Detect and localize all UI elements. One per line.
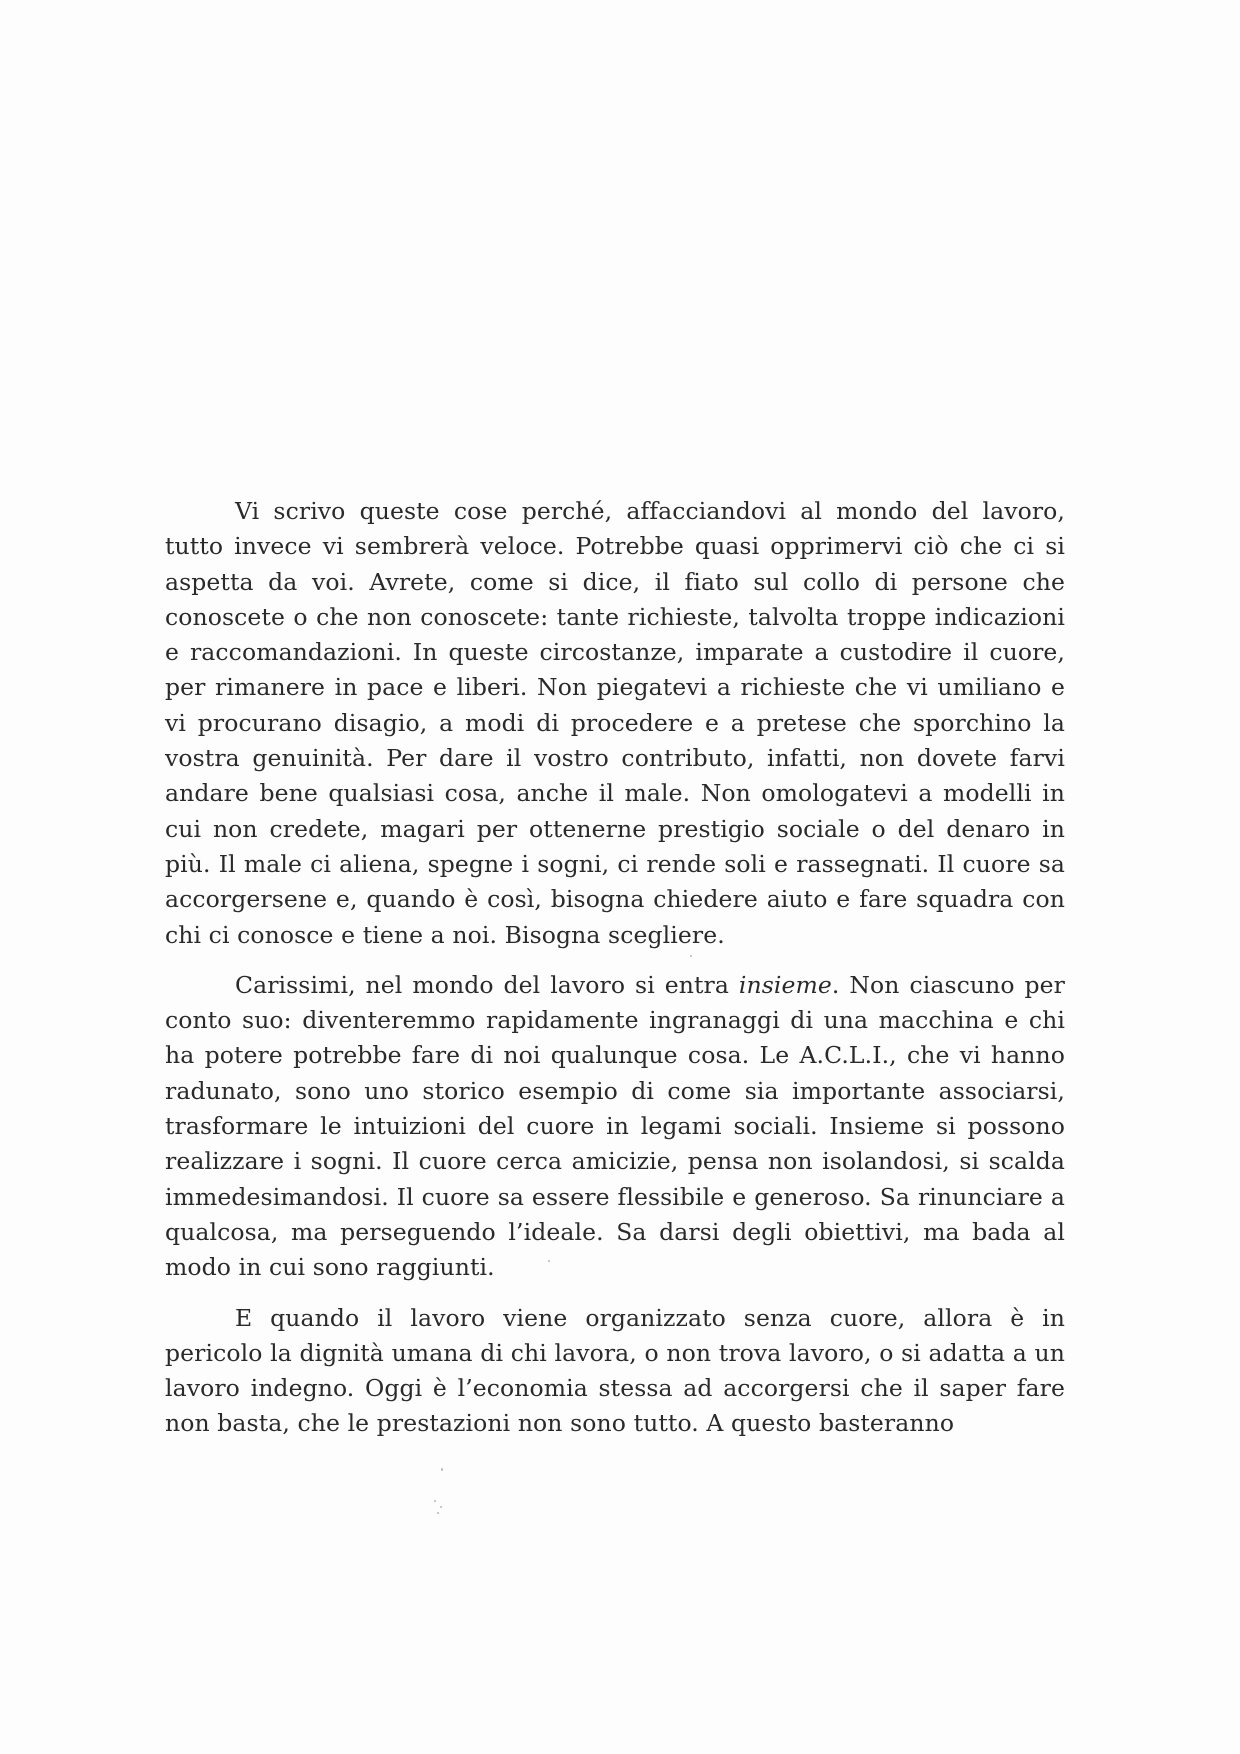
scan-speck [441, 1468, 443, 1471]
paragraph-2-end: . Non ciascuno per conto suo: diventeremmo rapidamente ingranaggi di una macchina e chi ha potere potrebbe fare di noi qualunque cosa. Le A.C.L.I., che vi hanno radunato, sono uno storico esempio di come sia importante associarsi, trasformare le intuizioni del cuore in legami sociali. Insieme si possono realizzare i sogni. Il cuore cerca amicizie, pensa non isolandosi, si scalda immedesimandosi. Il cuore sa essere flessibile e generoso. Sa rinunciare a qualcosa, ma perseguendo l’ideale. Sa darsi degli obiettivi, ma bada al modo in cui sono raggiunti. [165, 970, 1065, 1282]
paragraph-1: Vi scrivo queste cose perché, affacciandovi al mondo del lavoro, tutto invece vi sembrerà veloce. Potrebbe quasi opprimervi ciò che ci si aspetta da voi. Avrete, come si dice, il fiato sul collo di persone che conoscete o che non conoscete: tante richieste, talvolta troppe indicazioni e raccomandazioni. In queste circostanze, imparate a custodire il cuore, per rimanere in pace e liberi. Non piegatevi a richieste che vi umiliano e vi procurano disagio, a modi di procedere e a pretese che sporchino la vostra genuinità. Per dare il vostro contributo, infatti, non dovete farvi andare bene qualsiasi cosa, anche il male. Non omologatevi a modelli in cui non credete, magari per ottenerne prestigio sociale o del denaro in più. Il male ci aliena, spegne i sogni, ci rende soli e rassegnati. Il cuore sa accorgersene e, quando è così, bisogna chiedere aiuto e fare squadra con chi ci conosce e tiene a noi. Bisogna scegliere. [165, 497, 1065, 949]
scan-speck [440, 1506, 442, 1508]
paragraph-3: E quando il lavoro viene organizzato senza cuore, allora è in pericolo la dignità umana di chi lavora, o non trova lavoro, o si adatta a un lavoro indegno. Oggi è l’economia stessa ad accorgersi che il saper fare non basta, che le prestazioni non sono tutto. A questo basteranno [165, 1303, 1065, 1438]
scan-speck [690, 955, 692, 957]
scan-speck [434, 1500, 436, 1502]
letter-body [165, 494, 1065, 1442]
scan-speck [548, 1260, 550, 1262]
scan-speck [437, 1512, 439, 1514]
paragraph-2 [165, 968, 1065, 1286]
paragraph-2-start: Carissimi, nel mondo del lavoro si entra [235, 970, 739, 999]
paragraph-2-italic-word: insieme [738, 970, 832, 999]
